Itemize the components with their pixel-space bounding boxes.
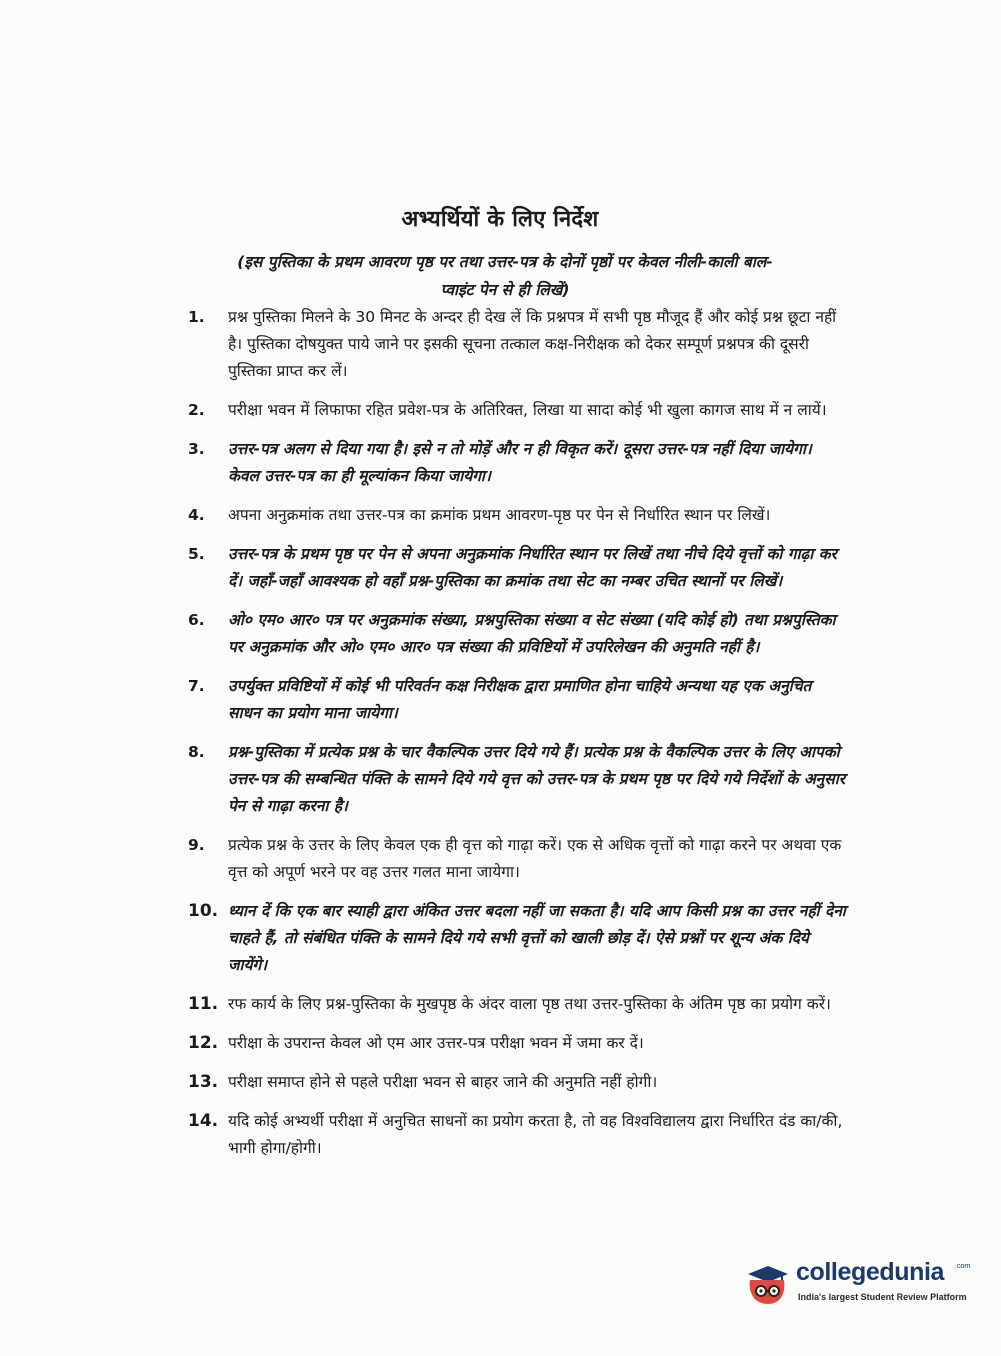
instruction-number: 3. [188, 440, 205, 458]
instruction-item-13 [188, 1069, 848, 1096]
instruction-text: अपना अनुक्रमांक तथा उत्तर-पत्र का क्रमांक प्रथम आवरण-पृष्ठ पर पेन से निर्धारित स्थान पर लिखें। [228, 506, 771, 524]
instruction-number: 2. [188, 401, 205, 419]
instruction-item-11 [188, 991, 848, 1018]
brand-tld: .com [955, 1263, 971, 1270]
brand-tagline: India's largest Student Review Platform [798, 1292, 967, 1302]
instruction-item-5 [188, 541, 848, 595]
instruction-list [188, 304, 848, 1174]
instruction-item-7 [188, 673, 848, 727]
instruction-text: प्रश्न-पुस्तिका में प्रत्येक प्रश्न के चार वैकल्पिक उत्तर दिये गये हैं। प्रत्येक प्रश्न के वैकल्पिक उत्तर के लिए आपको उत्तर-पत्र की सम्बन्धित पंक्ति के सामने दिये गये वृत्त को उत्तर-पत्र के प्रथम पृष्ठ पर दिये गये निर्देशों के अनुसार पेन से गाढ़ा करना है। [228, 743, 846, 815]
instruction-item-1 [188, 304, 848, 385]
instruction-text: परीक्षा भवन में लिफाफा रहित प्रवेश-पत्र के अतिरिक्त, लिखा या सादा कोई भी खुला कागज साथ में न लायें। [228, 401, 827, 419]
brand-name: collegedunia [796, 1258, 945, 1286]
instruction-number: 4. [188, 506, 205, 524]
instruction-number: 13. [188, 1072, 219, 1092]
instruction-item-3 [188, 436, 848, 490]
instruction-number: 9. [188, 836, 205, 854]
instruction-text: उत्तर-पत्र अलग से दिया गया है। इसे न तो मोड़ें और न ही विकृत करें। दूसरा उत्तर-पत्र नहीं दिया जायेगा। केवल उत्तर-पत्र का ही मूल्यांकन किया जायेगा। [228, 440, 812, 485]
instruction-text: परीक्षा समाप्त होने से पहले परीक्षा भवन से बाहर जाने की अनुमति नहीं होगी। [228, 1073, 658, 1091]
instruction-text: रफ कार्य के लिए प्रश्न-पुस्तिका के मुखपृष्ठ के अंदर वाला पृष्ठ तथा उत्तर-पुस्तिका के अंतिम पृष्ठ का प्रयोग करें। [228, 995, 831, 1013]
collegedunia-mascot-icon [742, 1258, 790, 1306]
instruction-item-2 [188, 397, 848, 424]
instruction-number: 8. [188, 743, 205, 761]
instruction-note: (इस पुस्तिका के प्रथम आवरण पृष्ठ पर तथा उत्तर-पत्र के दोनों पृष्ठों पर केवल नीली-काली बाल-प्वाइंट पेन से ही लिखें) [237, 253, 773, 299]
instruction-item-10 [188, 898, 848, 979]
instruction-number: 1. [188, 308, 205, 326]
instruction-item-9 [188, 832, 848, 886]
instruction-number: 11. [188, 994, 219, 1014]
page-title: अभ्यर्थियों के लिए निर्देश [401, 207, 599, 232]
instruction-text: उपर्युक्त प्रविष्टियों में कोई भी परिवर्तन कक्ष निरीक्षक द्वारा प्रमाणित होना चाहिये अन्यथा यह एक अनुचित साधन का प्रयोग माना जायेगा। [228, 677, 812, 722]
instruction-item-8 [188, 739, 848, 820]
instruction-number: 7. [188, 677, 205, 695]
instruction-number: 12. [188, 1033, 219, 1053]
instruction-item-4 [188, 502, 848, 529]
instruction-number: 6. [188, 611, 205, 629]
instruction-item-12 [188, 1030, 848, 1057]
collegedunia-logo[interactable] [742, 1256, 982, 1314]
instruction-number: 10. [188, 901, 219, 921]
instruction-number: 5. [188, 545, 205, 563]
instruction-text: यदि कोई अभ्यर्थी परीक्षा में अनुचित साधनों का प्रयोग करता है, तो वह विश्वविद्यालय द्वारा निर्धारित दंड का/की, भागी होगा/होगी। [228, 1112, 843, 1157]
instruction-text: ध्यान दें कि एक बार स्याही द्वारा अंकित उत्तर बदला नहीं जा सकता है। यदि आप किसी प्रश्न का उत्तर नहीं देना चाहते हैं, तो संबंधित पंक्ति के सामने दिये गये सभी वृत्तों को खाली छोड़ दें। ऐसे प्रश्नों पर शून्य अंक दिये जायेंगे। [228, 902, 846, 974]
instruction-text: प्रत्येक प्रश्न के उत्तर के लिए केवल एक ही वृत्त को गाढ़ा करें। एक से अधिक वृत्तों को गाढ़ा करने पर अथवा एक वृत्त को अपूर्ण भरने पर वह उत्तर गलत माना जायेगा। [228, 836, 842, 881]
instruction-text: ओ० एम० आर० पत्र पर अनुक्रमांक संख्या, प्रश्नपुस्तिका संख्या व सेट संख्या (यदि कोई हो) तथा प्रश्नपुस्तिका पर अनुक्रमांक और ओ० एम० आर० पत्र संख्या की प्रविष्टियों में उपरिलेखन की अनुमति नहीं है। [228, 611, 836, 656]
instruction-text: प्रश्न पुस्तिका मिलने के 30 मिनट के अन्दर ही देख लें कि प्रश्नपत्र में सभी पृष्ठ मौजूद हैं और कोई प्रश्न छूटा नहीं है। पुस्तिका दोषयुक्त पाये जाने पर इसकी सूचना तत्काल कक्ष-निरीक्षक को देकर सम्पूर्ण प्रश्नपत्र की दूसरी पुस्तिका प्राप्त कर लें। [228, 308, 837, 380]
instruction-text: उत्तर-पत्र के प्रथम पृष्ठ पर पेन से अपना अनुक्रमांक निर्धारित स्थान पर लिखें तथा नीचे दिये वृत्तों को गाढ़ा कर दें। जहाँ-जहाँ आवश्यक हो वहाँ प्रश्न-पुस्तिका का क्रमांक तथा सेट का नम्बर उचित स्थानों पर लिखें। [228, 545, 837, 590]
instruction-item-6 [188, 607, 848, 661]
instruction-item-14 [188, 1108, 848, 1162]
instruction-text: परीक्षा के उपरान्त केवल ओ एम आर उत्तर-पत्र परीक्षा भवन में जमा कर दें। [228, 1034, 644, 1052]
instruction-number: 14. [188, 1111, 219, 1131]
